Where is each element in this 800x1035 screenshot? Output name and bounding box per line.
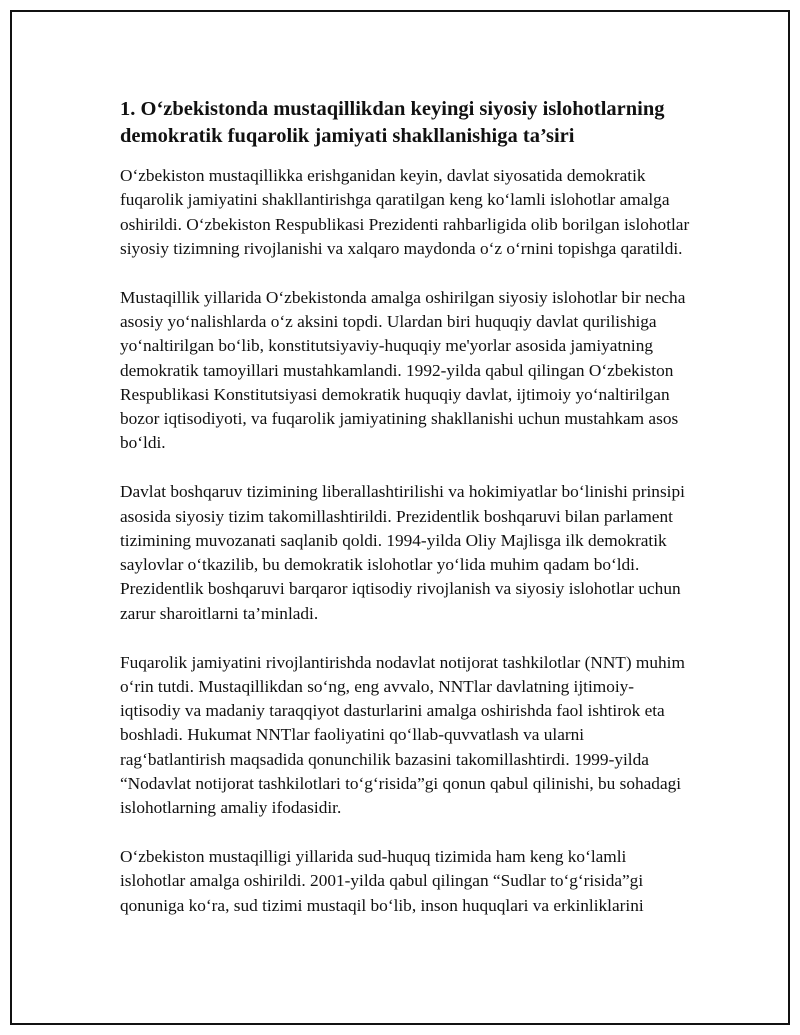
document-body	[120, 96, 690, 943]
paragraph-4: Fuqarolik jamiyatini rivojlantirishda nodavlat notijorat tashkilotlar (NNT) muhim o‘rin tutdi. Mustaqillikdan so‘ng, eng avvalo, NNTlar davlatning ijtimoiy-iqtisodiy va madaniy taraqqiyot dasturlarini amalga oshirishda faol ishtirok eta boshladi. Hukumat NNTlar faoliyatini qo‘llab-quvvatlash va ularni rag‘batlantirish maqsadida qonunchilik bazasini takomillashtirdi. 1999-yilda “Nodavlat notijorat tashkilotlari to‘g‘risida”gi qonun qabul qilinishi, bu sohadagi islohotlarning amaliy ifodasidir.	[120, 652, 685, 818]
paragraph-2: Mustaqillik yillarida O‘zbekistonda amalga oshirilgan siyosiy islohotlar bir necha asosiy yo‘nalishlarda o‘z aksini topdi. Ulardan biri huquqiy davlat qurilishiga yo‘naltirilgan bo‘lib, konstitutsiyaviy-huquqiy me'yorlar asosida jamiyatning demokratik tamoyillari mustahkamlandi. 1992-yilda qabul qilingan O‘zbekiston Respublikasi Konstitutsiyasi demokratik huquqiy davlat, ijtimoiy yo‘naltirilgan bozor iqtisodiyoti, va fuqarolik jamiyatining shakllanishi uchun mustahkam asos bo‘ldi.	[120, 287, 686, 453]
document-page	[10, 10, 790, 1025]
paragraph-1: O‘zbekiston mustaqillikka erishganidan keyin, davlat siyosatida demokratik fuqarolik jamiyatini shakllantirishga qaratilgan keng ko‘lamli islohotlar amalga oshirildi. O‘zbekiston Respublikasi Prezidenti rahbarligida olib borilgan islohotlar siyosiy tizimning rivojlanishi va xalqaro maydonda o‘z o‘rnini topishga qaratildi.	[120, 166, 690, 258]
paragraph-3: Davlat boshqaruv tizimining liberallashtirilishi va hokimiyatlar bo‘linishi prinsipi asosida siyosiy tizim takomillashtirildi. Prezidentlik boshqaruvi bilan parlament tizimining muvozanati saqlanib qoldi. 1994-yilda Oliy Majlisga ilk demokratik saylovlar o‘tkazilib, bu demokratik islohotlar yo‘lida muhim qadam bo‘ldi. Prezidentlik boshqaruvi barqaror iqtisodiy rivojlanish va siyosiy islohotlar uchun zarur sharoitlarni ta’minladi.	[120, 482, 685, 623]
paragraph-5: O‘zbekiston mustaqilligi yillarida sud-huquq tizimida ham keng ko‘lamli islohotlar amalga oshirildi. 2001-yilda qabul qilingan “Sudlar to‘g‘risida”gi qonuniga ko‘ra, sud tizimi mustaqil bo‘lib, inson huquqlari va erkinliklarini	[120, 847, 644, 915]
section-heading: 1. O‘zbekistonda mustaqillikdan keyingi siyosiy islohotlarning demokratik fuqarolik jamiyati shakllanishiga ta’siri	[120, 98, 665, 147]
